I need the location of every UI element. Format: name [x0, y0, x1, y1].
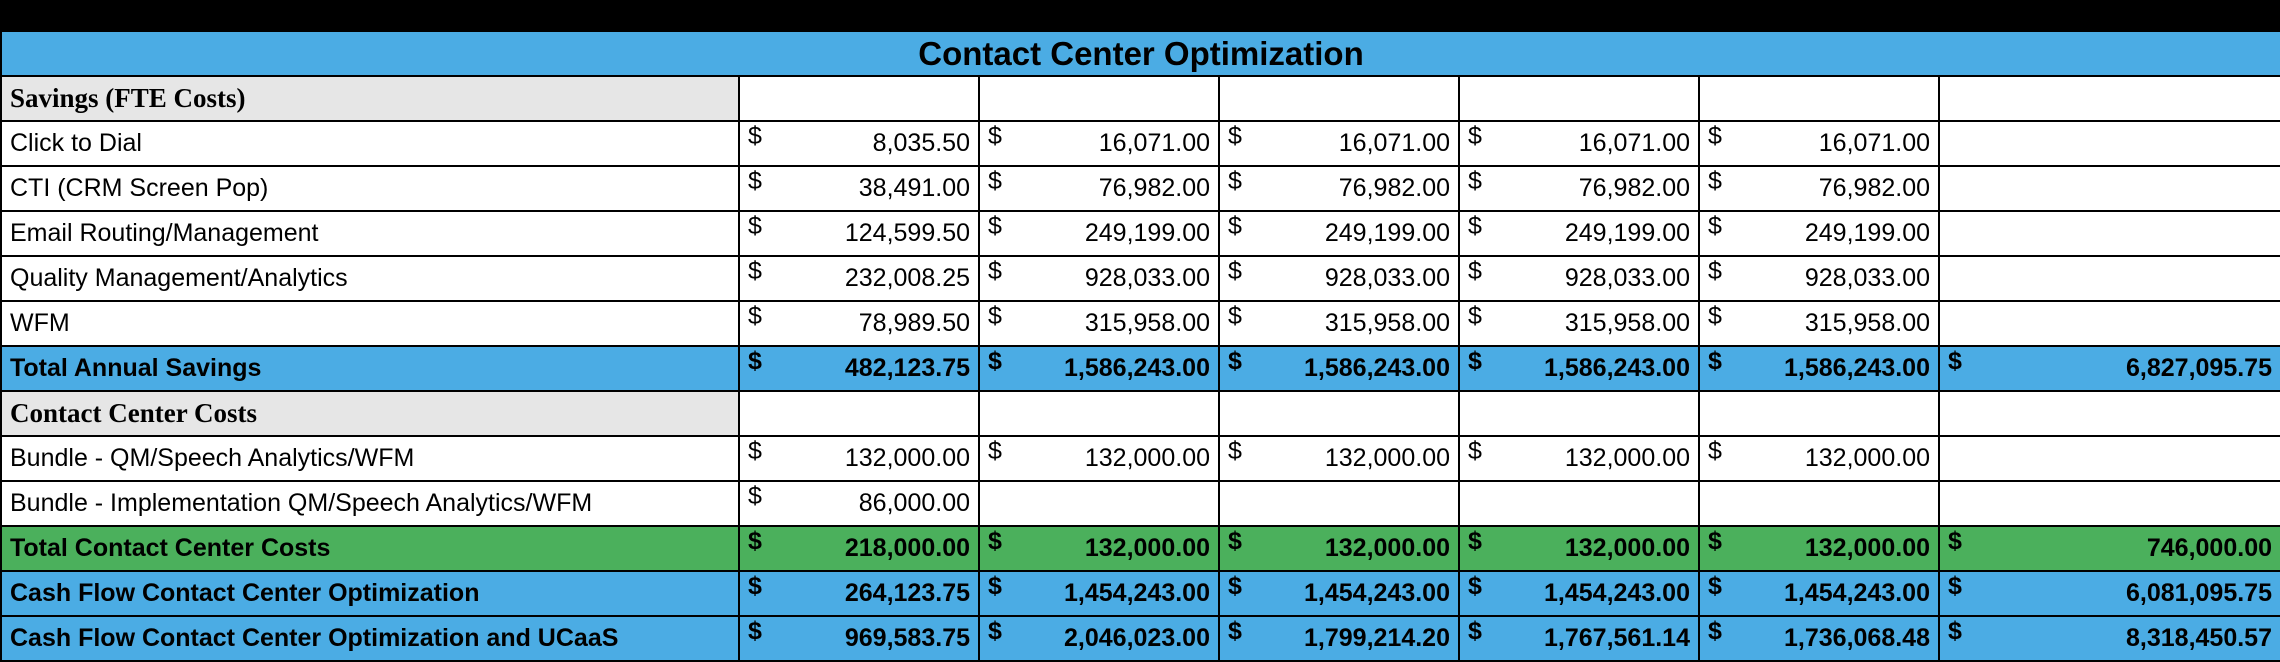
- cell-amount: 16,071.00: [1818, 129, 1930, 157]
- currency-symbol: $: [1468, 527, 1482, 555]
- cell-amount: 249,199.00: [1084, 219, 1210, 247]
- cell-value[interactable]: [1459, 571, 1699, 616]
- cell-amount: 86,000.00: [858, 489, 970, 517]
- cell-value[interactable]: [1699, 436, 1939, 481]
- table-row[interactable]: [1, 436, 2280, 481]
- cell-value[interactable]: [1459, 391, 1699, 436]
- cell-value[interactable]: [1699, 76, 1939, 121]
- cell-amount: 746,000.00: [2146, 534, 2272, 562]
- cell-value[interactable]: [739, 76, 979, 121]
- currency-symbol: $: [988, 167, 1002, 195]
- cell-amount: 76,982.00: [1818, 174, 1930, 202]
- currency-symbol: $: [1228, 437, 1242, 465]
- cell-amount: 315,958.00: [1804, 309, 1930, 337]
- cell-amount: 1,454,243.00: [1544, 579, 1690, 607]
- row-label: Total Contact Center Costs: [1, 526, 739, 571]
- cell-amount: 218,000.00: [844, 534, 970, 562]
- currency-symbol: $: [748, 257, 762, 285]
- cell-amount: 928,033.00: [1804, 264, 1930, 292]
- table-row-cash-flow-optimization[interactable]: [1, 571, 2280, 616]
- row-label: Bundle - QM/Speech Analytics/WFM: [1, 436, 739, 481]
- cell-value[interactable]: [739, 346, 979, 391]
- cell-amount: 76,982.00: [1338, 174, 1450, 202]
- cell-amount: 249,199.00: [1324, 219, 1450, 247]
- cell-amount: 78,989.50: [858, 309, 970, 337]
- cell-value[interactable]: [739, 256, 979, 301]
- cell-amount: 132,000.00: [1324, 444, 1450, 472]
- row-label: Click to Dial: [1, 121, 739, 166]
- currency-symbol: $: [988, 212, 1002, 240]
- cell-value[interactable]: [1219, 616, 1459, 661]
- cell-value[interactable]: [739, 391, 979, 436]
- cell-value[interactable]: [1939, 256, 2280, 301]
- cell-amount: 132,000.00: [1324, 534, 1450, 562]
- cell-amount: 132,000.00: [844, 444, 970, 472]
- cell-value[interactable]: [739, 121, 979, 166]
- currency-symbol: $: [1468, 302, 1482, 330]
- cell-value[interactable]: [1939, 301, 2280, 346]
- row-label: Cash Flow Contact Center Optimization and UCaaS: [1, 616, 739, 661]
- cell-value[interactable]: [1219, 76, 1459, 121]
- cell-amount: 132,000.00: [1804, 534, 1930, 562]
- cell-value[interactable]: [1459, 121, 1699, 166]
- cell-value-total[interactable]: [1939, 571, 2280, 616]
- cell-amount: 1,767,561.14: [1544, 624, 1690, 652]
- cell-amount: 1,736,068.48: [1784, 624, 1930, 652]
- cell-value[interactable]: [739, 166, 979, 211]
- cell-value[interactable]: [1699, 616, 1939, 661]
- currency-symbol: $: [988, 527, 1002, 555]
- currency-symbol: $: [748, 212, 762, 240]
- top-black-bar: [0, 0, 2280, 30]
- row-label: Total Annual Savings: [1, 346, 739, 391]
- table-row-cash-flow-optimization-ucaas[interactable]: [1, 616, 2280, 661]
- currency-symbol: $: [1708, 347, 1722, 375]
- cell-amount: 16,071.00: [1338, 129, 1450, 157]
- cell-value-total[interactable]: [1939, 526, 2280, 571]
- currency-symbol: $: [1468, 122, 1482, 150]
- currency-symbol: $: [1708, 527, 1722, 555]
- cell-amount: 16,071.00: [1578, 129, 1690, 157]
- row-label: Savings (FTE Costs): [1, 76, 739, 121]
- currency-symbol: $: [988, 572, 1002, 600]
- cell-value[interactable]: [1219, 166, 1459, 211]
- cell-value[interactable]: [739, 616, 979, 661]
- cell-value[interactable]: [739, 481, 979, 526]
- cell-value-total[interactable]: [1939, 616, 2280, 661]
- cell-value[interactable]: [1459, 436, 1699, 481]
- cell-value[interactable]: [1939, 436, 2280, 481]
- currency-symbol: $: [748, 167, 762, 195]
- cell-amount: 928,033.00: [1324, 264, 1450, 292]
- cell-amount: 1,454,243.00: [1064, 579, 1210, 607]
- currency-symbol: $: [1228, 572, 1242, 600]
- currency-symbol: $: [988, 437, 1002, 465]
- currency-symbol: $: [1708, 212, 1722, 240]
- cell-value[interactable]: [1699, 346, 1939, 391]
- table-row-total-contact-center-costs[interactable]: [1, 526, 2280, 571]
- currency-symbol: $: [1708, 302, 1722, 330]
- currency-symbol: $: [1228, 617, 1242, 645]
- currency-symbol: $: [1228, 122, 1242, 150]
- cell-value[interactable]: [1219, 346, 1459, 391]
- currency-symbol: $: [1948, 527, 1962, 555]
- row-label: Bundle - Implementation QM/Speech Analytics/WFM: [1, 481, 739, 526]
- cell-value[interactable]: [1219, 256, 1459, 301]
- title-row: [1, 31, 2280, 76]
- cell-value[interactable]: [1699, 256, 1939, 301]
- cell-value[interactable]: [1459, 346, 1699, 391]
- cell-value[interactable]: [1939, 121, 2280, 166]
- cell-value[interactable]: [979, 256, 1219, 301]
- currency-symbol: $: [988, 257, 1002, 285]
- cell-amount: 232,008.25: [844, 264, 970, 292]
- cell-value[interactable]: [979, 301, 1219, 346]
- currency-symbol: $: [988, 122, 1002, 150]
- cell-value[interactable]: [979, 166, 1219, 211]
- row-label: Contact Center Costs: [1, 391, 739, 436]
- cell-value[interactable]: [1459, 301, 1699, 346]
- cell-value[interactable]: [1219, 391, 1459, 436]
- currency-symbol: $: [1228, 212, 1242, 240]
- cell-amount: 132,000.00: [1804, 444, 1930, 472]
- currency-symbol: $: [1468, 212, 1482, 240]
- cell-amount: 2,046,023.00: [1064, 624, 1210, 652]
- cell-amount: 8,318,450.57: [2126, 624, 2272, 652]
- row-label: CTI (CRM Screen Pop): [1, 166, 739, 211]
- table-row[interactable]: [1, 211, 2280, 256]
- cell-value[interactable]: [979, 391, 1219, 436]
- table-row-total-annual-savings[interactable]: [1, 346, 2280, 391]
- cell-value[interactable]: [1459, 616, 1699, 661]
- cell-amount: 1,586,243.00: [1544, 354, 1690, 382]
- currency-symbol: $: [748, 302, 762, 330]
- cell-value[interactable]: [1939, 391, 2280, 436]
- currency-symbol: $: [1468, 167, 1482, 195]
- cell-value[interactable]: [979, 346, 1219, 391]
- cell-amount: 76,982.00: [1578, 174, 1690, 202]
- cell-value[interactable]: [739, 436, 979, 481]
- cell-amount: 132,000.00: [1564, 534, 1690, 562]
- currency-symbol: $: [1468, 617, 1482, 645]
- currency-symbol: $: [748, 437, 762, 465]
- cell-amount: 1,586,243.00: [1784, 354, 1930, 382]
- table-row[interactable]: [1, 121, 2280, 166]
- currency-symbol: $: [1228, 257, 1242, 285]
- currency-symbol: $: [1228, 347, 1242, 375]
- cell-amount: 124,599.50: [844, 219, 970, 247]
- optimization-table: [0, 30, 2280, 662]
- cell-amount: 315,958.00: [1324, 309, 1450, 337]
- cell-amount: 969,583.75: [844, 624, 970, 652]
- cell-amount: 132,000.00: [1084, 444, 1210, 472]
- table-row[interactable]: [1, 301, 2280, 346]
- cell-value[interactable]: [979, 76, 1219, 121]
- cell-amount: 76,982.00: [1098, 174, 1210, 202]
- table-body: [1, 31, 2280, 661]
- currency-symbol: $: [988, 347, 1002, 375]
- cell-amount: 6,081,095.75: [2126, 579, 2272, 607]
- cell-value[interactable]: [979, 121, 1219, 166]
- cell-value[interactable]: [1219, 121, 1459, 166]
- currency-symbol: $: [1468, 572, 1482, 600]
- cell-value[interactable]: [1219, 481, 1459, 526]
- cell-value[interactable]: [1459, 166, 1699, 211]
- cell-value[interactable]: [1219, 436, 1459, 481]
- cell-value[interactable]: [1459, 256, 1699, 301]
- cell-value[interactable]: [739, 211, 979, 256]
- cell-amount: 132,000.00: [1084, 534, 1210, 562]
- currency-symbol: $: [1468, 347, 1482, 375]
- cell-amount: 315,958.00: [1084, 309, 1210, 337]
- cell-amount: 249,199.00: [1804, 219, 1930, 247]
- table-row[interactable]: [1, 256, 2280, 301]
- table-row[interactable]: [1, 76, 2280, 121]
- cell-value[interactable]: [979, 436, 1219, 481]
- currency-symbol: $: [748, 347, 762, 375]
- cell-amount: 928,033.00: [1564, 264, 1690, 292]
- currency-symbol: $: [748, 617, 762, 645]
- cell-value[interactable]: [1459, 481, 1699, 526]
- row-label: Cash Flow Contact Center Optimization: [1, 571, 739, 616]
- cell-amount: 132,000.00: [1564, 444, 1690, 472]
- cell-value[interactable]: [1699, 166, 1939, 211]
- currency-symbol: $: [1468, 437, 1482, 465]
- currency-symbol: $: [1708, 572, 1722, 600]
- currency-symbol: $: [988, 302, 1002, 330]
- cell-value[interactable]: [1939, 211, 2280, 256]
- cell-value[interactable]: [979, 571, 1219, 616]
- cell-amount: 6,827,095.75: [2126, 354, 2272, 382]
- cell-value[interactable]: [1219, 571, 1459, 616]
- currency-symbol: $: [1228, 302, 1242, 330]
- currency-symbol: $: [1708, 437, 1722, 465]
- page-title: Contact Center Optimization: [1, 31, 2280, 76]
- currency-symbol: $: [1948, 617, 1962, 645]
- cell-amount: 482,123.75: [844, 354, 970, 382]
- cell-value[interactable]: [739, 571, 979, 616]
- cell-value[interactable]: [979, 616, 1219, 661]
- cell-amount: 1,586,243.00: [1064, 354, 1210, 382]
- cell-value[interactable]: [1699, 301, 1939, 346]
- cell-amount: 249,199.00: [1564, 219, 1690, 247]
- currency-symbol: $: [748, 572, 762, 600]
- currency-symbol: $: [748, 122, 762, 150]
- cell-value[interactable]: [1219, 211, 1459, 256]
- cell-value[interactable]: [979, 211, 1219, 256]
- cell-value[interactable]: [979, 526, 1219, 571]
- cell-value[interactable]: [979, 481, 1219, 526]
- cell-amount: 16,071.00: [1098, 129, 1210, 157]
- cell-value[interactable]: [1939, 166, 2280, 211]
- cell-amount: 1,586,243.00: [1304, 354, 1450, 382]
- cell-value[interactable]: [739, 526, 979, 571]
- cell-value[interactable]: [1699, 526, 1939, 571]
- currency-symbol: $: [1708, 257, 1722, 285]
- currency-symbol: $: [1708, 617, 1722, 645]
- currency-symbol: $: [1948, 572, 1962, 600]
- currency-symbol: $: [748, 482, 762, 510]
- cell-amount: 928,033.00: [1084, 264, 1210, 292]
- cell-value[interactable]: [1699, 121, 1939, 166]
- cell-value[interactable]: [739, 301, 979, 346]
- currency-symbol: $: [748, 527, 762, 555]
- cell-value[interactable]: [1699, 391, 1939, 436]
- cell-value[interactable]: [1939, 76, 2280, 121]
- cell-value[interactable]: [1219, 526, 1459, 571]
- currency-symbol: $: [1228, 167, 1242, 195]
- cell-value[interactable]: [1459, 76, 1699, 121]
- currency-symbol: $: [1948, 347, 1962, 375]
- currency-symbol: $: [1708, 167, 1722, 195]
- currency-symbol: $: [1468, 257, 1482, 285]
- currency-symbol: $: [988, 617, 1002, 645]
- cell-value-total[interactable]: [1939, 346, 2280, 391]
- table-row[interactable]: [1, 481, 2280, 526]
- cell-amount: 1,799,214.20: [1304, 624, 1450, 652]
- cell-value[interactable]: [1219, 301, 1459, 346]
- cell-amount: 8,035.50: [872, 129, 970, 157]
- cell-amount: 1,454,243.00: [1304, 579, 1450, 607]
- row-label: WFM: [1, 301, 739, 346]
- cell-value[interactable]: [1459, 211, 1699, 256]
- currency-symbol: $: [1228, 527, 1242, 555]
- cell-value[interactable]: [1939, 481, 2280, 526]
- cell-value[interactable]: [1699, 571, 1939, 616]
- cell-amount: 38,491.00: [858, 174, 970, 202]
- table-row[interactable]: [1, 166, 2280, 211]
- cell-amount: 315,958.00: [1564, 309, 1690, 337]
- row-label: Quality Management/Analytics: [1, 256, 739, 301]
- table-row[interactable]: [1, 391, 2280, 436]
- row-label: Email Routing/Management: [1, 211, 739, 256]
- cell-value[interactable]: [1459, 526, 1699, 571]
- cell-amount: 1,454,243.00: [1784, 579, 1930, 607]
- currency-symbol: $: [1708, 122, 1722, 150]
- cell-value[interactable]: [1699, 211, 1939, 256]
- cell-amount: 264,123.75: [844, 579, 970, 607]
- cell-value[interactable]: [1699, 481, 1939, 526]
